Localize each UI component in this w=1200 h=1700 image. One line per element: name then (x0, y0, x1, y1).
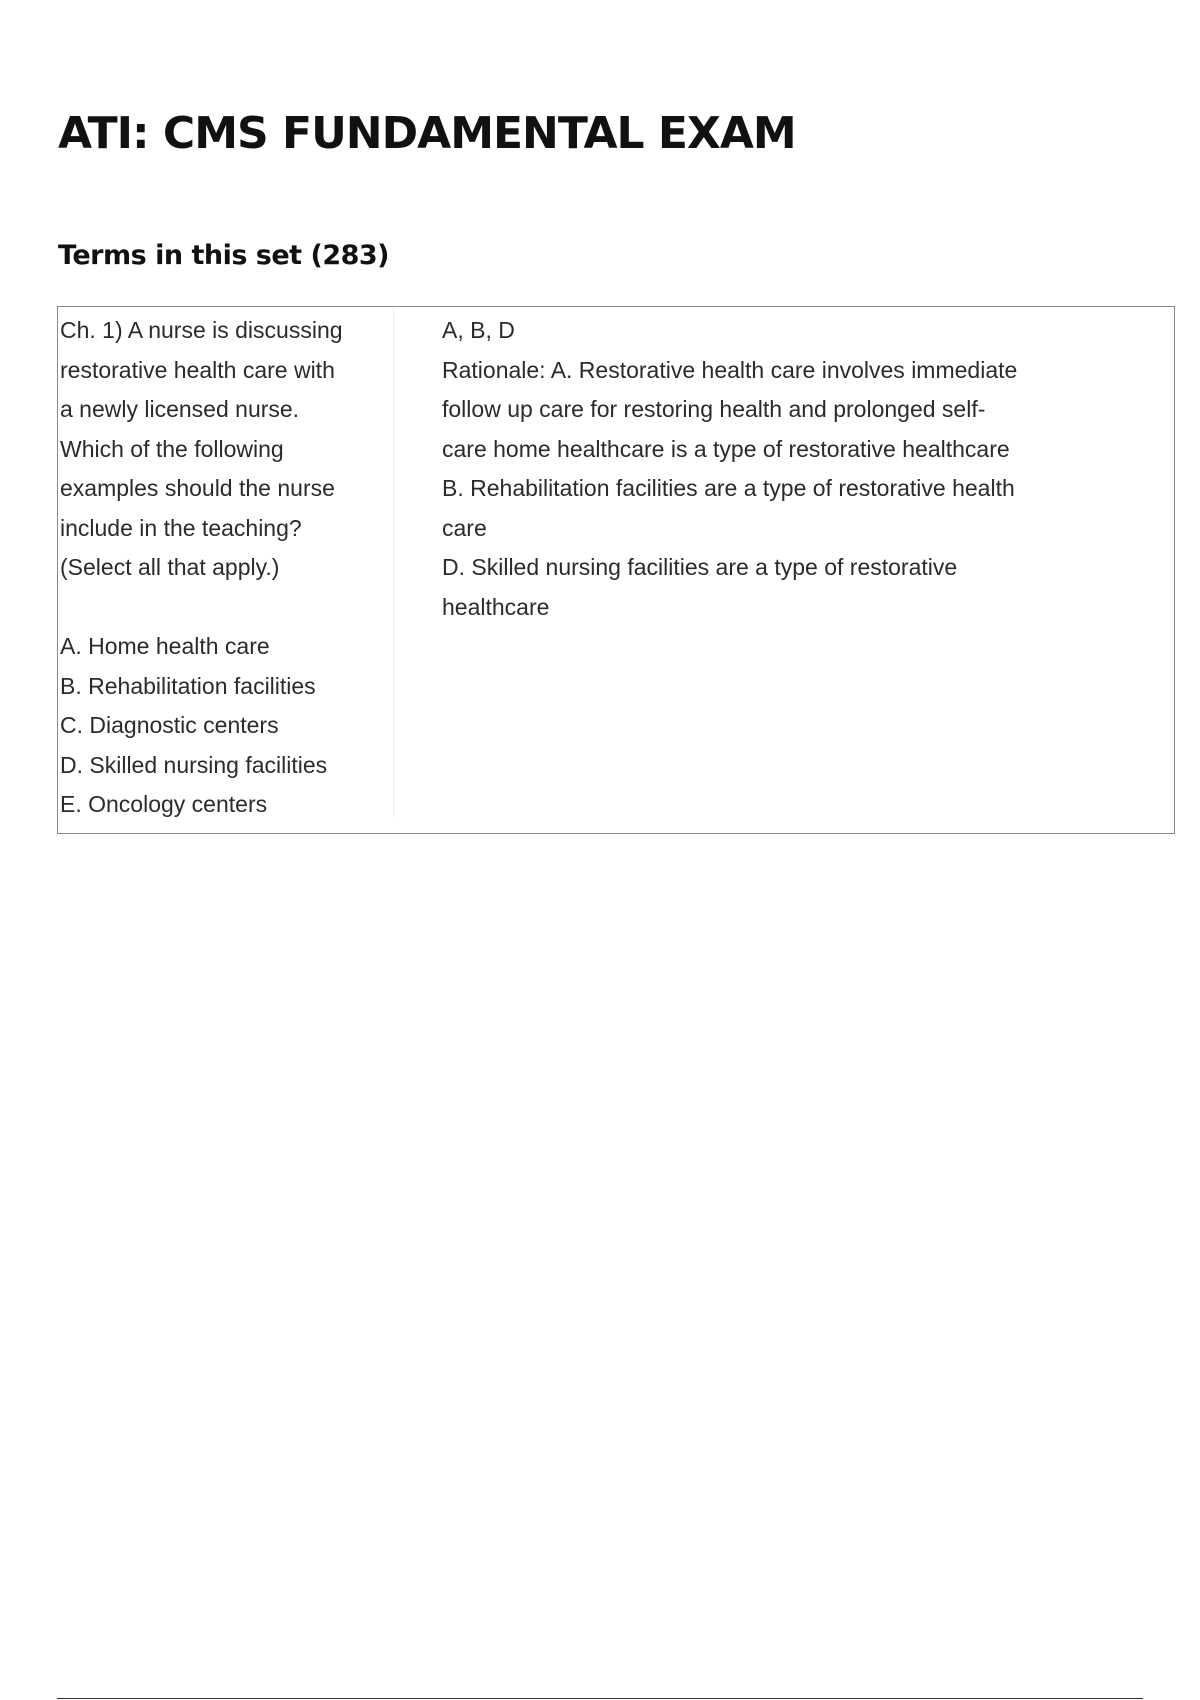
answer-option-e: E. Oncology centers (60, 791, 268, 817)
page-title: ATI: CMS FUNDAMENTAL EXAM (58, 108, 796, 159)
term-column (58, 307, 394, 817)
rationale-line: follow up care for restoring health and prolonged self- (442, 396, 986, 422)
answer-option-a: A. Home health care (60, 633, 270, 659)
term-line: include in the teaching? (60, 514, 302, 541)
answer-option-b: B. Rehabilitation facilities (60, 672, 316, 699)
term-line: Ch. 1) A nurse is discussing (60, 317, 343, 343)
flashcard (57, 306, 1175, 834)
term-spacer (60, 588, 393, 628)
rationale-line: Rationale: A. Restorative health care involves immediate (442, 356, 1018, 383)
rationale-line: care (442, 514, 487, 541)
rationale-line: B. Rehabilitation facilities are a type of restorative health (442, 475, 1015, 501)
terms-count-heading: Terms in this set (283) (58, 240, 390, 271)
term-line: (Select all that apply.) (60, 554, 280, 580)
rationale-line: healthcare (442, 593, 550, 620)
term-line: examples should the nurse (60, 475, 335, 501)
term-line: a newly licensed nurse. (60, 396, 300, 422)
definition-column (394, 307, 1174, 833)
rationale-line: care home healthcare is a type of restorative healthcare (442, 435, 1010, 462)
answer-option-c: C. Diagnostic centers (60, 712, 279, 738)
correct-answer: A, B, D (442, 317, 515, 343)
answer-option-d: D. Skilled nursing facilities (60, 751, 328, 778)
footer-divider (57, 1698, 1143, 1699)
rationale-line: D. Skilled nursing facilities are a type of restorative (442, 554, 958, 580)
term-line: Which of the following (60, 435, 284, 462)
term-line: restorative health care with (60, 356, 335, 383)
